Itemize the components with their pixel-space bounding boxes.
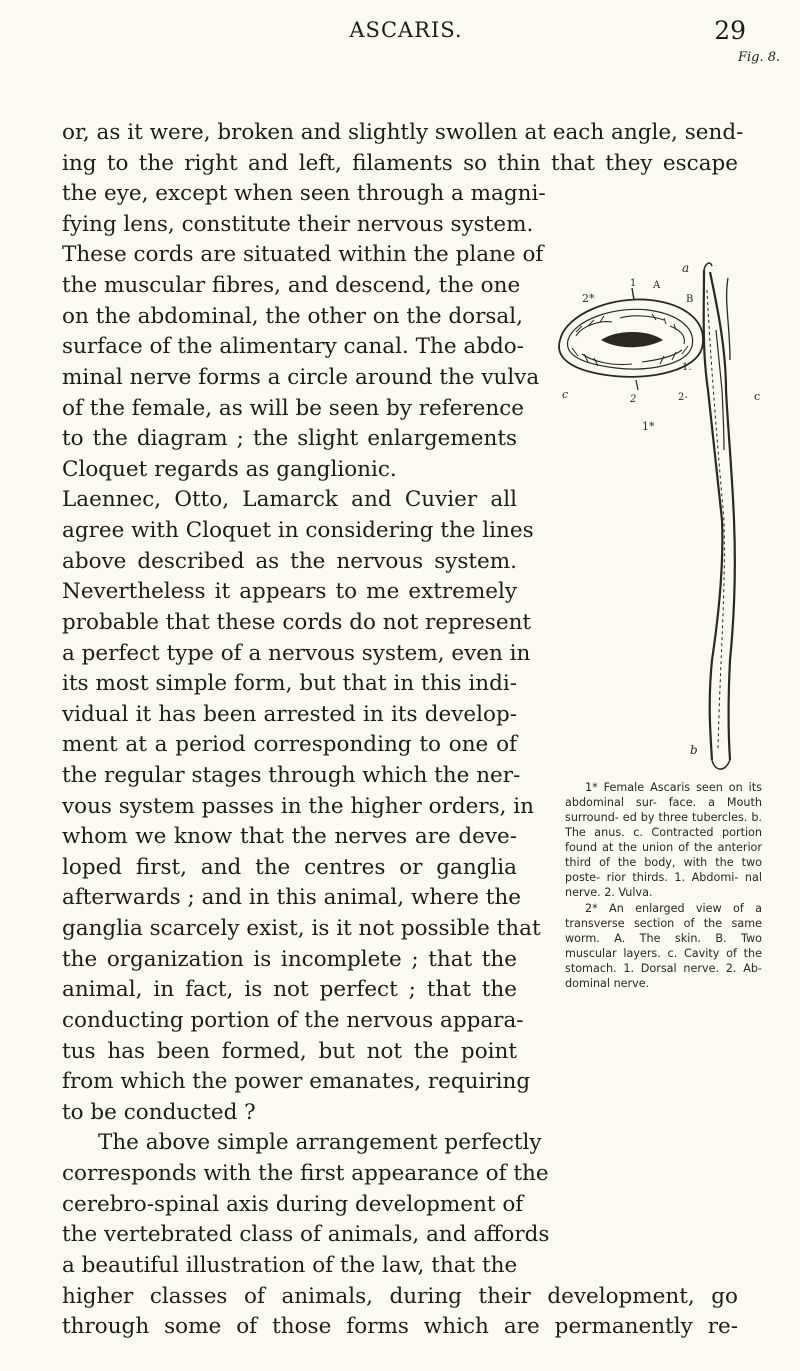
worm-body	[704, 263, 735, 769]
text-line: tus has been formed, but not the point	[62, 1039, 517, 1064]
text-line: vidual it has been arrested in its develop-	[62, 702, 517, 727]
text-line: vous system passes in the higher orders, in	[62, 794, 535, 819]
cross-label-c: c	[562, 388, 569, 401]
caption-paragraph-1: 1* Female Ascaris seen on its abdominal sur- face. a Mouth surround- ed by three tubercles. b. The anus. c. Contracted portion found at the union of the anterior third of the body, with the two poste- rior thirds. 1. Abdomi- nal nerve. 2. Vulva.	[565, 781, 762, 899]
text-line: loped first, and the centres or ganglia	[62, 855, 517, 880]
text-line: Nevertheless it appears to me extremely	[62, 579, 517, 604]
text-line: Cloquet regards as ganglionic.	[62, 457, 397, 482]
cross-label-1: 1	[630, 278, 637, 289]
text-line: from which the power emanates, requiring	[62, 1069, 531, 1094]
text-line: surface of the alimentary canal. The abdo-	[62, 334, 524, 359]
text-line: ing to the right and left, filaments so thin that they escape	[62, 151, 738, 176]
text-line: ment at a period corresponding to one of	[62, 732, 517, 757]
label-2: 2-	[678, 392, 688, 403]
label-1: 1.	[682, 362, 692, 373]
text-line: to be conducted ?	[62, 1100, 256, 1125]
text-line: a perfect type of a nervous system, even in	[62, 641, 531, 666]
figure-label: Fig. 8.	[738, 50, 781, 65]
text-line: agree with Cloquet in considering the lines	[62, 518, 534, 543]
text-line: its most simple form, but that in this indi-	[62, 671, 517, 696]
text-line: whom we know that the nerves are deve-	[62, 824, 517, 849]
cross-label-2-star: 2*	[582, 292, 595, 305]
text-line: the muscular fibres, and descend, the one	[62, 273, 521, 298]
label-a: a	[682, 261, 690, 275]
text-line: The above simple arrangement perfectly	[98, 1130, 542, 1155]
text-line: on the abdominal, the other on the dorsal,	[62, 304, 523, 329]
text-line: corresponds with the first appearance of the	[62, 1161, 549, 1186]
text-line: animal, in fact, is not perfect ; that the	[62, 977, 517, 1002]
figure-caption	[565, 780, 762, 991]
ascaris-figure	[542, 230, 782, 778]
cross-label-A: A	[653, 280, 661, 291]
cross-label-B: B	[686, 294, 694, 305]
label-b: b	[690, 743, 698, 757]
text-line: a beautiful illustration of the law, that the	[62, 1253, 518, 1278]
cross-section	[559, 288, 703, 390]
page-header	[66, 18, 746, 58]
text-line: conducting portion of the nervous appara-	[62, 1008, 524, 1033]
cross-label-2: 2	[630, 394, 637, 405]
text-line: Laennec, Otto, Lamarck and Cuvier all	[62, 487, 517, 512]
text-line: the regular stages through which the ner-	[62, 763, 521, 788]
text-line: to the diagram ; the slight enlargements	[62, 426, 517, 451]
text-line: or, as it were, broken and slightly swollen at each angle, send-	[62, 120, 744, 145]
text-line: fying lens, constitute their nervous system.	[62, 212, 534, 237]
label-c: c	[754, 390, 761, 403]
page-number: 29	[714, 16, 746, 45]
text-line: of the female, as will be seen by reference	[62, 396, 525, 421]
text-line: probable that these cords do not represent	[62, 610, 532, 635]
label-1-star: 1*	[642, 420, 655, 433]
text-line: minal nerve forms a circle around the vulva	[62, 365, 540, 390]
caption-paragraph-2: 2* An enlarged view of a transverse section of the same worm. A. The skin. B. Two muscular layers. c. Cavity of the stomach. 1. Dorsal nerve. 2. Ab- dominal nerve.	[565, 902, 762, 990]
text-line: through some of those forms which are permanently re-	[62, 1314, 738, 1339]
text-line: afterwards ; and in this animal, where the	[62, 885, 521, 910]
running-title: ASCARIS.	[349, 18, 463, 42]
text-line: cerebro-spinal axis during development of	[62, 1192, 524, 1217]
text-line: the organization is incomplete ; that the	[62, 947, 517, 972]
text-line: the eye, except when seen through a magni-	[62, 181, 546, 206]
text-line: higher classes of animals, during their development, go	[62, 1284, 738, 1309]
text-line: the vertebrated class of animals, and affords	[62, 1222, 550, 1247]
text-line: These cords are situated within the plane of	[62, 242, 544, 267]
text-line: above described as the nervous system.	[62, 549, 517, 574]
text-line: ganglia scarcely exist, is it not possible that	[62, 916, 541, 941]
